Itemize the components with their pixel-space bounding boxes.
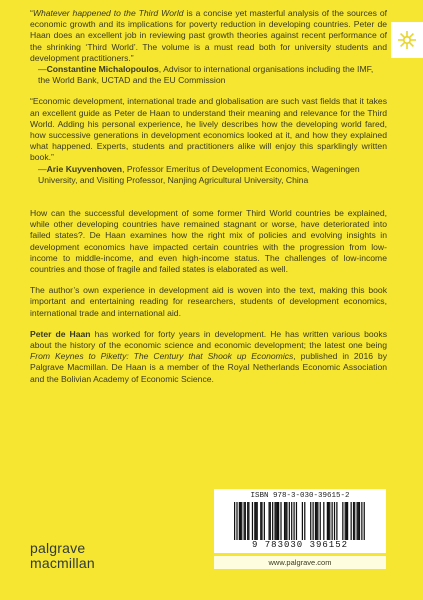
barcode-bar [327, 502, 328, 540]
palgrave-macmillan-logo [30, 541, 95, 571]
author-name: Peter de Haan [30, 328, 91, 339]
dash: — [38, 163, 47, 174]
barcode-bar [320, 502, 321, 540]
endorsement-2-attribution [30, 164, 387, 186]
author-bio-text [30, 329, 387, 385]
publisher-url[interactable]: www.palgrave.com [214, 556, 386, 569]
barcode-bar [332, 502, 333, 540]
logo-line-1: palgrave [30, 540, 86, 556]
bio-text-2: , published in 2016 by Palgrave Macmillan. De Haan is a member of the Royal Netherlands Economic Association and the Bolivian Academy of Economic Science. [30, 351, 387, 384]
endorsement-1-attribution [30, 64, 387, 86]
barcode-bar [240, 502, 241, 540]
barcode-bar [347, 502, 348, 540]
barcode-bar [255, 502, 256, 540]
barcode-bar [316, 502, 317, 540]
barcode-bar [342, 502, 343, 540]
barcode-bar [236, 502, 237, 540]
barcode-bar [289, 502, 290, 540]
barcode-bar [323, 502, 324, 540]
barcode-bar [328, 502, 329, 540]
dash: — [38, 64, 47, 75]
barcode-bar [278, 502, 279, 540]
barcode-bar [244, 502, 245, 540]
barcode-bar [336, 502, 337, 540]
endorsement-2 [30, 96, 387, 186]
barcode-bar [302, 502, 303, 540]
barcode-bar [272, 502, 273, 540]
barcode-bar [245, 502, 246, 540]
barcode-bar [315, 502, 316, 540]
barcode-bar [260, 502, 261, 540]
barcode-bar [277, 502, 278, 540]
endorser-2-affiliation: , Professor Emeritus of Development Economics, Wageningen University, and Visiting Professor, Nanjing Agricultural University, China [38, 163, 360, 185]
barcode-bar [241, 502, 242, 540]
open-quote: “ [30, 8, 33, 18]
endorsement-2-text: “Economic development, international trade and globalisation are such vast fields that it takes an excellent guide as Peter de Haan to understand their meaning and relevance for the Third World. Adding his personal experience, he lively describes how the developing world fared, how successive generations in development economics looked at it, and how they explained what happened. Experts, students and practitioners alike will enjoy this sparklingly written book.” [30, 96, 387, 163]
barcode-bar [346, 502, 347, 540]
barcode-bar [270, 502, 271, 540]
barcode-bar [293, 502, 294, 540]
bio-text-1: has worked for forty years in development. He has written various books about the history of the economic science and economic development; the latest one being [30, 328, 387, 351]
barcode-bar [276, 502, 277, 540]
barcode-bar [284, 502, 285, 540]
barcode-box [214, 489, 386, 553]
barcode-bar [358, 502, 359, 540]
author-bio [30, 329, 387, 385]
barcode-bar [317, 502, 318, 540]
springer-star-box [391, 22, 423, 58]
barcode-bar [261, 502, 262, 540]
barcode-bar [248, 502, 249, 540]
logo-line-2: macmillan [30, 555, 95, 571]
isbn-digits: 9 783030 396152 [251, 540, 348, 550]
description-paragraph-1: How can the successful development of some former Third World countries be explained, while other developing countries have remained stagnant or worse, have deteriorated into failed states?. De Haan examines how the right mix of policies and evolving insights in development economics have impacted certain countries with the progression from low-income to middle-income, and even high-income status. The challenges of low-income countries and those of fragile and failed states is elaborated as well. [30, 208, 387, 275]
barcode-bar [351, 502, 352, 540]
barcode-bar [291, 502, 292, 540]
barcode-bar [254, 502, 255, 540]
barcode-bar [353, 502, 354, 540]
spacer [30, 196, 387, 208]
description-paragraph-2: The author’s own experience in development aid is woven into the text, making this book important and entertaining reading for researchers, students of development economics, international trade and international aid. [30, 285, 387, 318]
barcode-bar [264, 502, 265, 540]
barcode-bar [361, 502, 362, 540]
previous-book-title: From Keynes to Piketty: The Century that Shook up Economics [30, 351, 294, 362]
springer-star-icon [391, 22, 423, 58]
isbn-label: ISBN 978-3-030-39615-2 [250, 492, 350, 500]
barcode-bar [285, 502, 286, 540]
barcode-bar [286, 502, 287, 540]
barcode-bar [234, 502, 235, 540]
barcode-bar [345, 502, 346, 540]
barcode-bar [359, 502, 360, 540]
endorser-1-affiliation: , Advisor to international organisations including the IMF, the World Bank, UCTAD and the EU Commission [38, 64, 374, 86]
barcode-bar [354, 502, 355, 540]
endorsement-1-body: is a concise yet masterful analysis of the sources of economic growth and its implications for poverty reduction in developing countries. Peter de Haan does an excellent job in reviewing past growth theories against recent performance of the shrinking ‘Third World’. The volume is a must read both for university students and development practitioners.” [30, 8, 387, 63]
barcode-bar [356, 502, 357, 540]
barcode-bar [334, 502, 335, 540]
description [30, 208, 387, 275]
barcode-bar [257, 502, 258, 540]
barcode-bar [268, 502, 269, 540]
barcode-bar [312, 502, 313, 540]
barcode-bar [310, 502, 311, 540]
barcode-bar [329, 502, 330, 540]
endorser-1-name: Constantine Michalopoulos [46, 64, 159, 75]
endorsement-1 [30, 8, 387, 86]
barcode-bar [252, 502, 253, 540]
barcode-bar [296, 502, 297, 540]
barcode-bar [274, 502, 275, 540]
barcode-bar [280, 502, 281, 540]
barcode-bar [304, 502, 305, 540]
description-2 [30, 285, 387, 319]
endorsement-1-text [30, 8, 387, 64]
book-title-italic: Whatever happened to the Third World [32, 8, 184, 18]
barcode-bar [239, 502, 240, 540]
endorser-2-name: Arie Kuyvenhoven [46, 163, 123, 174]
barcode-bar [247, 502, 248, 540]
barcode-bar [364, 502, 365, 540]
